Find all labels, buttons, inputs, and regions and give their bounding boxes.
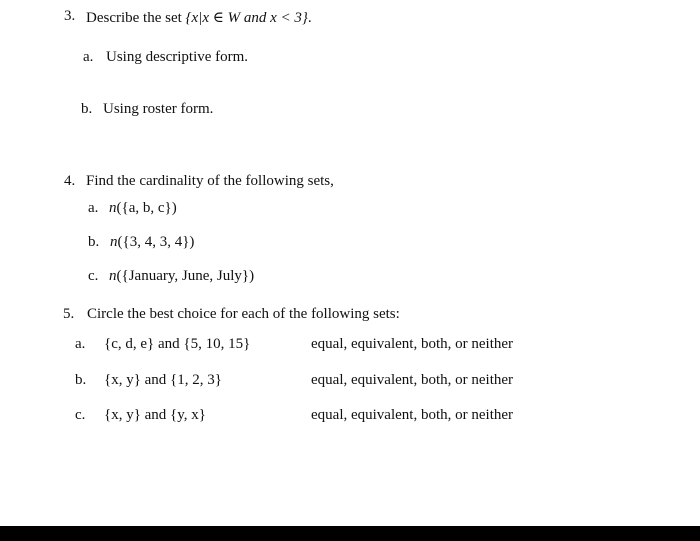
item-text	[109, 268, 254, 285]
item-text	[109, 200, 177, 217]
question-text: Find the cardinality of the following sets,	[86, 173, 334, 189]
item-choices: equal, equivalent, both, or neither	[311, 336, 514, 352]
item-text: Using roster form.	[103, 101, 214, 117]
question-text-prefix: Describe the set	[86, 10, 186, 26]
item-sets: {c, d, e} and {5, 10, 15}	[104, 336, 251, 352]
question-text-suffix: .	[307, 10, 312, 26]
item-label: b.	[81, 101, 93, 117]
question-text: Circle the best choice for each of the following sets:	[87, 306, 400, 322]
cardinality-fn: n	[109, 268, 117, 284]
item-label: c.	[88, 268, 99, 284]
item-text: Using descriptive form.	[106, 49, 249, 65]
question-number: 5.	[63, 306, 75, 322]
set-argument: ({3, 4, 3, 4})	[117, 234, 195, 250]
item-label: b.	[88, 234, 100, 250]
set-argument: ({January, June, July})	[116, 268, 255, 284]
item-text	[110, 234, 194, 251]
cardinality-fn: n	[110, 234, 118, 250]
bottom-black-bar	[0, 526, 700, 541]
item-label: a.	[88, 200, 99, 216]
item-choices: equal, equivalent, both, or neither	[311, 407, 514, 423]
cardinality-fn: n	[109, 200, 117, 216]
item-label: a.	[75, 336, 86, 352]
item-choices: equal, equivalent, both, or neither	[311, 372, 514, 388]
item-sets: {x, y} and {1, 2, 3}	[104, 372, 222, 388]
question-number: 4.	[64, 173, 76, 189]
item-label: c.	[75, 407, 86, 423]
set-argument: ({a, b, c})	[116, 200, 177, 216]
question-number: 3.	[64, 8, 76, 24]
question-text	[86, 8, 312, 27]
item-label: a.	[83, 49, 94, 65]
set-notation: {x|x ∈ W and x < 3}	[185, 10, 308, 26]
item-sets: {x, y} and {y, x}	[104, 407, 206, 423]
item-label: b.	[75, 372, 87, 388]
